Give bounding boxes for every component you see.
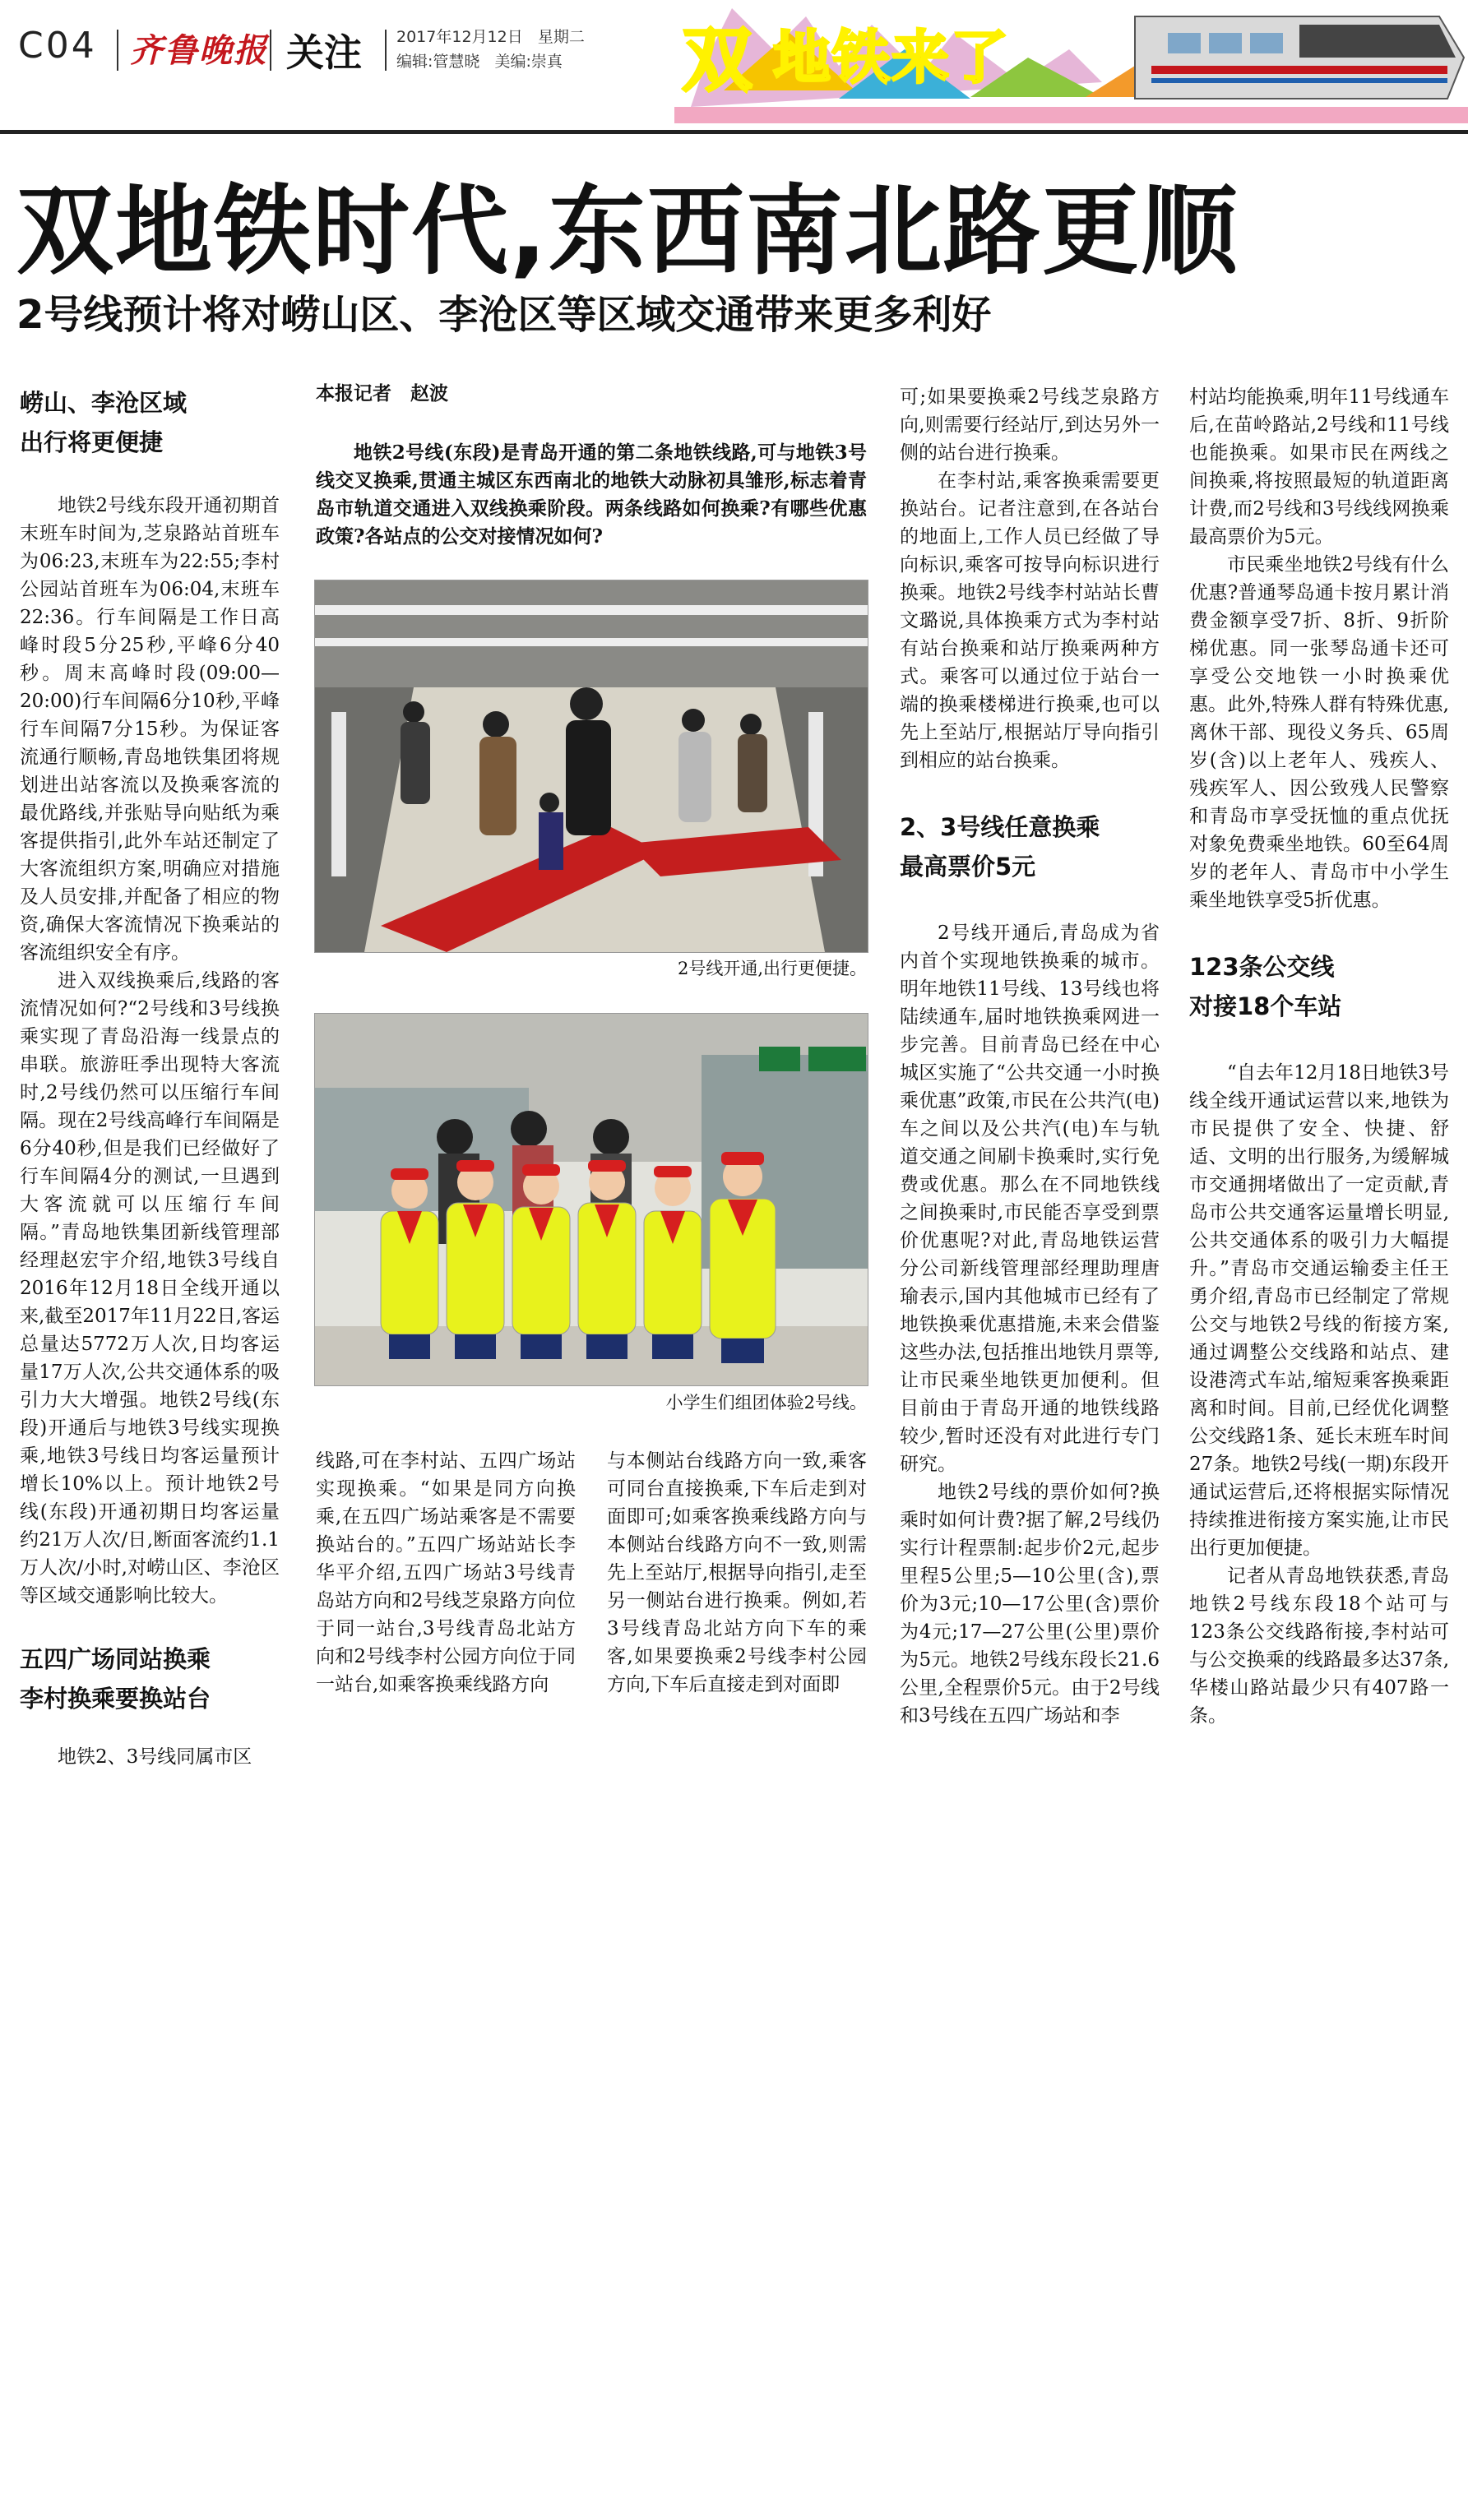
col5-subhead-line1: 123条公交线 (1189, 953, 1335, 981)
photo-students (314, 1013, 868, 1386)
col1-subhead-line2: 出行将更便捷 (20, 428, 164, 456)
photo-metro-platform (314, 580, 868, 953)
col5-paragraph-4: 记者从青岛地铁获悉,青岛地铁2号线东段18个站可与123条公交线路衔接,李村站可与公交换乘的线路最多达37条,华楼山路站最少只有407路一条。 (1189, 1565, 1449, 1727)
col4-paragraph-1: 可;如果要换乘2号线芝泉路方向,则需要行经站厅,到达另外一侧的站台进行换乘。 (900, 386, 1160, 464)
col1-paragraph-1: 地铁2号线东段开通初期首末班车时间为,芝泉路站首班车为06:23,末班车为22:55;李村公园站首班车为06:04,末班车22:36。行车间隔是工作日高峰时段5分25秒,平峰6分40秒。周末高峰时段(09:00—20:00)行车间隔6分10秒,平峰行车间隔7分15秒。为保证客流通行顺畅,青岛地铁集团将规划进出站客流以及换乘客流的最优路线,并张贴导向贴纸为乘客提供指引,此外车站还制定了大客流组织方案,明确应对措施及人员安排,并配备了相应的物资,确保大客流情况下换乘站的客流组织安全有序。 (20, 495, 280, 964)
article-column-2-bottom (316, 1447, 576, 1699)
col5-paragraph-1: 村站均能换乘,明年11号线通车后,在苗岭路站,2号线和11号线也能换乘。如果市民在两线之间换乘,将按照最短的轨道距离计费,而2号线和3号线线网换乘最高票价为5元。 (1189, 386, 1449, 548)
designer: 美编:崇真 (494, 53, 563, 71)
col1-subhead-line1: 崂山、李沧区域 (20, 389, 188, 417)
issue-weekday: 星期二 (537, 28, 585, 46)
section-banner (674, 0, 1468, 123)
lead-paragraph: 地铁2号线(东段)是青岛开通的第二条地铁线路,可与地铁3号线交叉换乘,贯通主城区东西南北的地铁大动脉初具雏形,标志着青岛市轨道交通进入双线换乘阶段。两条线路如何换乘?有哪些优惠政策?各站点的公交对接情况如何? (316, 442, 867, 548)
header-date-line (396, 25, 585, 47)
article-column-1 (20, 383, 280, 1771)
col1-paragraph-2: 进入双线换乘后,线路的客流情况如何?“2号线和3号线换乘实现了青岛沿海一线景点的串联。旅游旺季出现特大客流时,2号线仍然可以压缩行车间隔。现在2号线高峰行车间隔是6分40秒,但是我们已经做好了行车间隔4分的测试,一旦遇到大客流就可以压缩行车间隔。”青岛地铁集团新线管理部经理赵宏宇介绍,地铁3号线自2016年12月18日全线开通以来,截至2017年11月22日,客运总量达5772万人次,日均客运量17万人次,公共交通体系的吸引力大大增强。地铁2号线(东段)开通后与地铁3号线实现换乘,地铁3号线日均客运量预计增长10%以上。预计地铁2号线(东段)开通初期日均客运量约21万人次/日,断面客流约1.1万人次/小时,对崂山区、李沧区等区域交通影响比较大。 (20, 970, 280, 1607)
article-column-5 (1189, 383, 1449, 1730)
col1-subhead-line3: 五四广场同站换乘 (20, 1645, 211, 1673)
header-rule (0, 130, 1468, 134)
col4-paragraph-4: 地铁2号线的票价如何?换乘时如何计费?据了解,2号线仍实行计程票制:起步价2元,起步里程5公里;5—10公里(含),票价为3元;10—17公里(含)票价为4元;17—27公里(公里)票价为5元。地铁2号线东段长21.6公里,全程票价5元。由于2号线和3号线在五四广场站和李 (900, 1482, 1160, 1727)
main-headline: 双地铁时代,东西南北路更顺 (16, 174, 1239, 288)
col5-subhead-line2: 对接18个车站 (1189, 992, 1342, 1020)
col4-subhead-line2: 最高票价5元 (900, 853, 1036, 881)
banner-title: 地铁来了 (773, 24, 1010, 91)
col1-paragraph-3: 地铁2、3号线同属市区 (58, 1746, 252, 1768)
col5-paragraph-2: 市民乘坐地铁2号线有什么优惠?普通琴岛通卡按月累计消费金额享受7折、8折、9折阶梯优惠。同一张琴岛通卡还可享受公交地铁一小时换乘优惠。此外,特殊人群有特殊优惠,离休干部、现役义务兵、65周岁(含)以上老年人、残疾人、残疾军人、因公致残人民警察和青岛市享受抚恤的重点优抚对象免费乘坐地铁。60至64周岁的老年人、青岛市中小学生乘坐地铁享受5折优惠。 (1189, 554, 1449, 911)
photo-1-caption: 2号线开通,出行更便捷。 (677, 959, 867, 978)
article-column-3-bottom (607, 1447, 867, 1699)
page-number: C04 (18, 25, 97, 67)
col4-subhead-line1: 2、3号线任意换乘 (900, 813, 1100, 841)
header-divider-1 (117, 30, 118, 71)
issue-date: 2017年12月12日 (396, 28, 523, 46)
col4-paragraph-2: 在李村站,乘客换乘需要更换站台。记者注意到,在各站台的地面上,工作人员已经做了导向标识,乘客可按导向标识进行换乘。地铁2号线李村站站长曹文璐说,具体换乘方式为李村站有站台换乘和站厅换乘两种方式。乘客可以通过位于站台一端的换乘楼梯进行换乘,也可以先上至站厅,根据站厅导向指引到相应的站台换乘。 (900, 470, 1160, 771)
col5-paragraph-3: “自去年12月18日地铁3号线全线开通试运营以来,地铁为市民提供了安全、快捷、舒适、文明的出行服务,为缓解城市交通拥堵做出了一定贡献,青岛市公共交通客运量增长明显,公共交通体系的吸引力大幅提升。”青岛市交通运输委主任王勇介绍,青岛市已经制定了常规公交与地铁2号线的衔接方案,通过调整公交线路和站点、建设港湾式车站,缩短乘客换乘距离和时间。目前,已经优化调整公交线路1条、延长末班车时间27条。地铁2号线(一期)东段开通试运营后,还将根据实际情况持续推进衔接方案实施,让市民出行更加便捷。 (1189, 1062, 1449, 1559)
newspaper-logo: 齐鲁晚报 (130, 31, 268, 70)
col1-subhead-line4: 李村换乘要换站台 (20, 1685, 211, 1713)
section-name: 关注 (286, 30, 362, 75)
byline: 本报记者 赵波 (316, 382, 448, 405)
article-column-4 (900, 383, 1160, 1730)
photo-2-caption: 小学生们组团体验2号线。 (665, 1393, 867, 1413)
col4-paragraph-3: 2号线开通后,青岛成为省内首个实现地铁换乘的城市。明年地铁11号线、13号线也将陆续通车,届时地铁换乘网进一步完善。目前青岛已经在中心城区实施了“公共交通一小时换乘优惠”政策,市民在公共汽(电)车之间以及公共汽(电)车与轨道交通之间刷卡换乘时,实行免费或优惠。那么在不同地铁线之间换乘时,市民能否享受到票价优惠呢?对此,青岛地铁运营分公司新线管理部经理助理唐瑜表示,国内其他城市已经有了地铁换乘优惠措施,未来会借鉴这些办法,包括推出地铁月票等,让市民乘坐地铁更加便利。但目前由于青岛开通的地铁线路较少,暂时还没有对此进行专门研究。 (900, 922, 1160, 1475)
sub-headline: 2号线预计将对崂山区、李沧区等区域交通带来更多利好 (16, 292, 992, 338)
editor: 编辑:管慧晓 (396, 53, 480, 71)
header-divider-3 (385, 30, 387, 71)
banner-double-char: 双 (683, 20, 753, 100)
header-editor-line (396, 49, 563, 72)
col2-paragraph: 线路,可在李村站、五四广场站实现换乘。“如果是同方向换乘,在五四广场站乘客是不需要换站台的。”五四广场站站长李华平介绍,五四广场站3号线青岛站方向和2号线芝泉路方向位于同一站台,3号线青岛北站方向和2号线李村公园方向位于同一站台,如乘客换乘线路方向 (316, 1450, 576, 1695)
header-divider-2 (270, 30, 271, 71)
col3-paragraph: 与本侧站台线路方向一致,乘客可同台直接换乘,下车后走到对面即可;如乘客换乘线路方向与本侧站台线路方向不一致,则需先上至站厅,根据导向指引,走至另一侧站台进行换乘。例如,若3号线青岛北站方向下车的乘客,如果要换乘2号线李村公园方向,下车后直接走到对面即 (607, 1450, 867, 1695)
